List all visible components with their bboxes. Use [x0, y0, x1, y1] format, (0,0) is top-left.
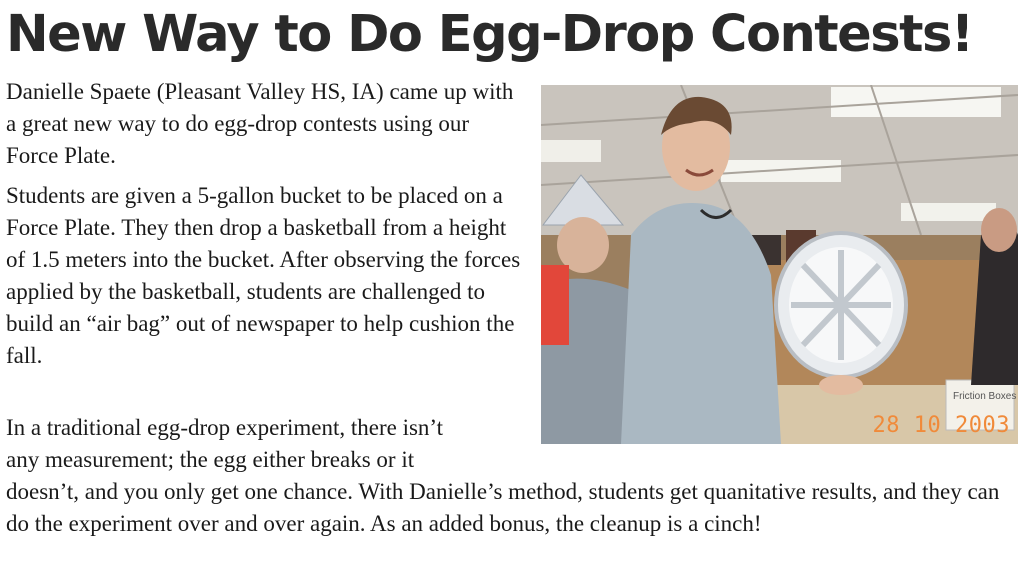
paragraph-procedure: Students are given a 5-gallon bucket to be placed on a Force Plate. They then drop a basketball from a height of 1.5 meters into the bucket. After observing the forces applied by the basketball, students are challenged to build an “air bag” out of newspaper to help cushion the fall.	[6, 183, 521, 368]
ceiling-light	[541, 140, 601, 162]
box-label: Friction Boxes	[953, 391, 1017, 402]
paragraph-comparison-text: In a traditional egg-drop experiment, there isn’t any measurement; the egg either breaks or it doesn’t, and you only get one chance. With Danielle’s method, students get quanitative results, and they can do the experiment over and over again. As an added bonus, the cleanup is a cinch!	[6, 415, 1000, 536]
student-face	[557, 217, 609, 273]
headline: New Way to Do Egg-Drop Contests!	[6, 5, 973, 64]
newspaper-air-bag	[791, 250, 891, 360]
photo-date-stamp: 28 10 2003	[872, 413, 1010, 438]
paragraph-intro: Danielle Spaete (Pleasant Valley HS, IA) came up with a great new way to do egg-drop contests using our Force Plate.	[6, 79, 514, 168]
classroom-photo	[541, 85, 1018, 444]
ceiling-light	[721, 160, 841, 182]
red-shirt	[541, 265, 569, 345]
photo-illustration	[541, 85, 1018, 444]
